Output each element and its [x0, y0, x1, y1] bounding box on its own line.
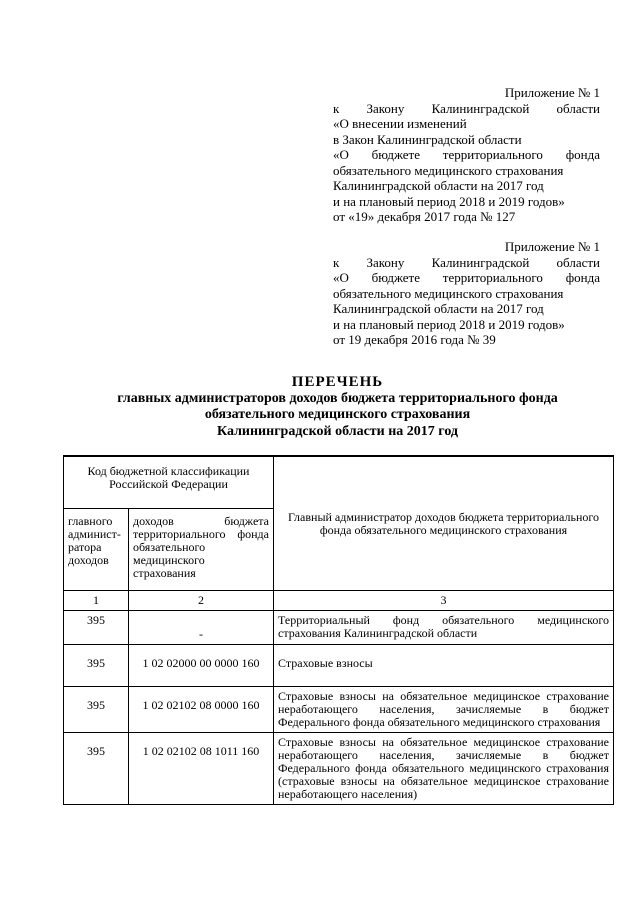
document-heading [60, 374, 615, 440]
appendix-line: к Закону Калининградской области [333, 100, 600, 116]
income-code: - [129, 611, 274, 645]
appendix-line: и на плановый период 2018 и 2019 годов» [333, 193, 565, 209]
appendix-line: обязательного медицинского страхования [333, 285, 564, 301]
col-number: 1 [64, 591, 129, 611]
appendix-title: Приложение № 1 [504, 239, 600, 254]
col1-header: главного админист-ратора доходов [64, 509, 129, 591]
appendix-line: и на плановый период 2018 и 2019 годов» [333, 316, 565, 332]
table-row [64, 611, 614, 645]
administrator-name: Территориальный фонд обязательного медицинского страхования Калининградской области [274, 611, 614, 645]
col-number: 3 [274, 591, 614, 611]
income-code: 1 02 02000 00 0000 160 [129, 645, 274, 687]
income-code: 1 02 02102 08 0000 160 [129, 687, 274, 733]
col2-header: доходов бюджета территориального фонда обязательного медицинского страхования [129, 509, 274, 591]
table-row [64, 733, 614, 805]
col3-header: Главный администратор доходов бюджета территориального фонда обязательного медицинского страхования [274, 456, 614, 591]
table-row [64, 687, 614, 733]
administrator-name: Страховые взносы на обязательное медицинское страхование неработающего населения, зачисляемые в бюджет Федерального фонда обязательного медицинского страхования (страховые взносы на обязательное медицинское страхование неработающего населения) [274, 733, 614, 805]
heading-title: ПЕРЕЧЕНЬ [291, 374, 384, 390]
appendix-line: от «19» декабря 2017 года № 127 [333, 209, 516, 224]
appendix-current [333, 85, 600, 225]
administrator-name: Страховые взносы [274, 645, 614, 687]
table-row [64, 645, 614, 687]
heading-line: главных администраторов доходов бюджета территориального фонда [117, 390, 558, 406]
appendix-line: в Закон Калининградской области [333, 131, 522, 147]
admin-code: 395 [64, 687, 129, 733]
admin-code: 395 [64, 645, 129, 687]
group-header: Код бюджетной классификации Российской Федерации [64, 456, 274, 509]
appendix-line: от 19 декабря 2016 года № 39 [333, 332, 496, 347]
appendix-line: «О бюджете территориального фонда [333, 147, 600, 162]
appendix-original [333, 239, 600, 348]
appendix-line: Калининградской области на 2017 год [333, 178, 544, 193]
appendix-title: Приложение № 1 [504, 85, 600, 100]
admin-code: 395 [64, 611, 129, 645]
heading-line: Калининградской области на 2017 год [216, 423, 458, 439]
heading-line: обязательного медицинского страхования [204, 407, 471, 422]
appendix-line: к Закону Калининградской области [333, 254, 600, 270]
income-code: 1 02 02102 08 1011 160 [129, 733, 274, 805]
appendix-line: обязательного медицинского страхования [333, 162, 564, 178]
appendix-line: «О бюджете территориального фонда [333, 270, 600, 285]
col-number: 2 [129, 591, 274, 611]
administrators-table [63, 455, 614, 805]
appendix-line: Калининградской области на 2017 год [333, 301, 544, 316]
appendix-line: «О внесении изменений [333, 116, 467, 131]
admin-code: 395 [64, 733, 129, 805]
administrator-name: Страховые взносы на обязательное медицинское страхование неработающего населения, зачисляемые в бюджет Федерального фонда обязательного медицинского страхования [274, 687, 614, 733]
